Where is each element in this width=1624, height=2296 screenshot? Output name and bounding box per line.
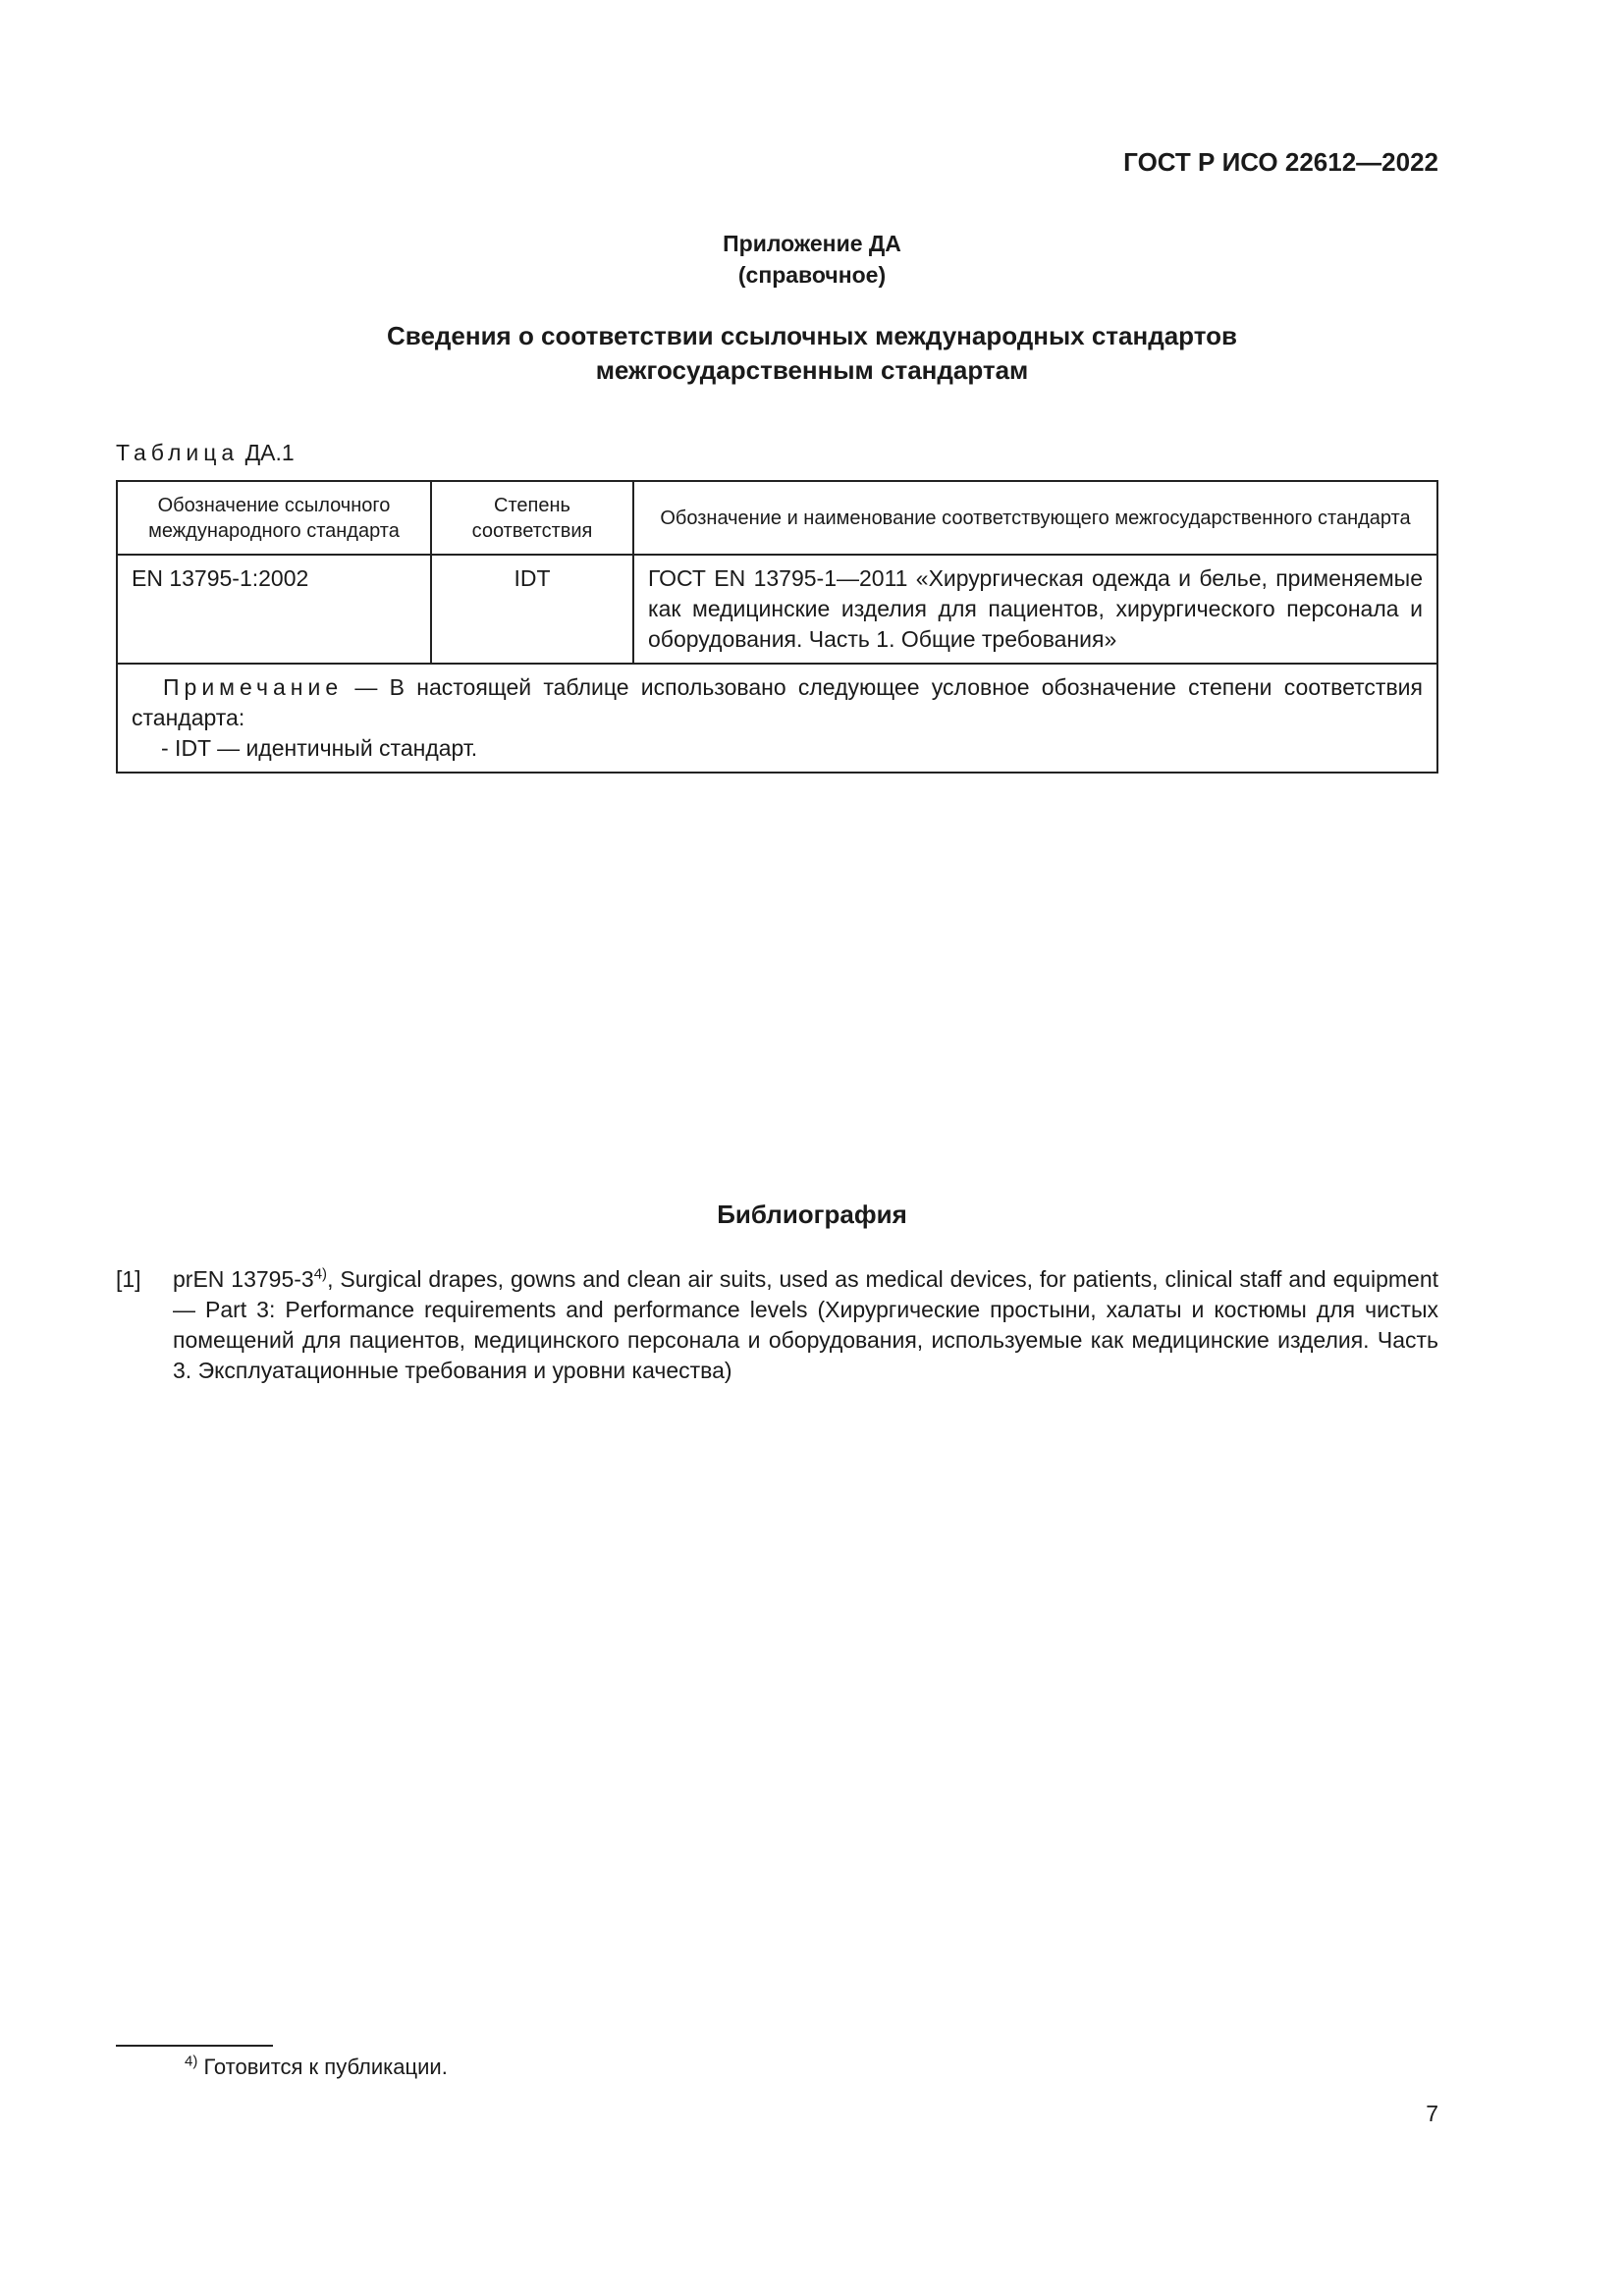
header-degree: Степень соответствия bbox=[431, 481, 633, 555]
footnote-mark: 4) bbox=[185, 2053, 198, 2070]
annex-block bbox=[0, 228, 1624, 291]
cell-degree: IDT bbox=[431, 555, 633, 664]
bibliography-heading: Библиография bbox=[717, 1200, 907, 1229]
footnote bbox=[185, 2055, 448, 2080]
cell-national-standard: ГОСТ EN 13795-1—2011 «Хирургическая одежда и белье, применяемые как медицинские изделия для пациентов, хирургического персонала и оборудования. Часть 1. Общие требования» bbox=[633, 555, 1437, 664]
cell-ref-standard: EN 13795-1:2002 bbox=[117, 555, 431, 664]
bibliography-entry bbox=[116, 1264, 1438, 1386]
annex-heading-line1: Сведения о соответствии ссылочных международных стандартов bbox=[387, 321, 1237, 350]
header-ref-standard: Обозначение ссылочного международного стандарта bbox=[117, 481, 431, 555]
correspondence-table bbox=[116, 480, 1438, 774]
table-caption-label: Таблица bbox=[116, 440, 240, 465]
footnote-separator bbox=[116, 2045, 273, 2047]
footnote-text: Готовится к публикации. bbox=[197, 2055, 448, 2079]
bibliography-entry-body: , Surgical drapes, gowns and clean air suits, used as medical devices, for patients, clinical staff and equipment — Part 3: Performance requirements and performance levels (Хирургические простыни, халаты и костюмы для чистых помещений для пациентов, медицинского персонала и оборудования, используемые как медицинские изделия. Часть 3. Эксплуатационные требования и уровни качества) bbox=[173, 1266, 1439, 1383]
table-caption bbox=[116, 440, 295, 466]
page-number: 7 bbox=[1426, 2101, 1438, 2126]
note-item: - IDT — идентичный стандарт. bbox=[161, 735, 478, 761]
note-label: Примечание bbox=[163, 674, 344, 700]
table-note-row bbox=[117, 664, 1437, 773]
annex-heading bbox=[0, 319, 1624, 388]
table-note bbox=[117, 664, 1437, 773]
table-caption-number: ДА.1 bbox=[244, 440, 295, 465]
table-row bbox=[117, 555, 1437, 664]
bibliography-entry-ref: prEN 13795-3 bbox=[173, 1266, 314, 1292]
footnote-reference-mark: 4) bbox=[313, 1265, 328, 1283]
annex-subtitle: (справочное) bbox=[737, 262, 887, 288]
document-code: ГОСТ Р ИСО 22612—2022 bbox=[1123, 147, 1438, 177]
annex-heading-line2: межгосударственным стандартам bbox=[595, 355, 1029, 385]
table-header-row bbox=[117, 481, 1437, 555]
bibliography-entry-text bbox=[173, 1264, 1438, 1386]
note-text: — В настоящей таблице использовано следующее условное обозначение степени соответствия стандарта: bbox=[132, 674, 1423, 730]
annex-title: Приложение ДА bbox=[723, 231, 901, 256]
header-national-standard: Обозначение и наименование соответствующего межгосударственного стандарта bbox=[633, 481, 1437, 555]
bibliography-entry-number: [1] bbox=[116, 1266, 141, 1292]
